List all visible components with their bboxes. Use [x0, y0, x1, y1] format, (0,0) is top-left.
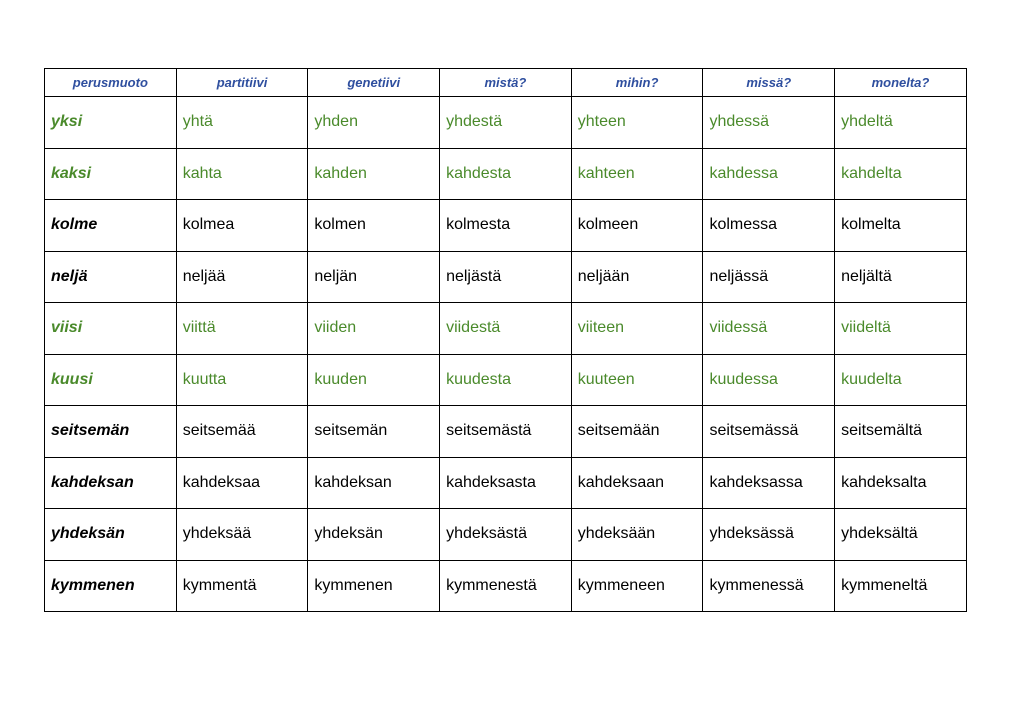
base-form-cell: viisi	[45, 303, 177, 355]
case-form-cell: viiden	[308, 303, 440, 355]
case-form-cell: seitsemässä	[703, 406, 835, 458]
case-form-cell: kymmenestä	[440, 560, 572, 612]
case-form-cell: viidestä	[440, 303, 572, 355]
base-form-cell: seitsemän	[45, 406, 177, 458]
case-form-cell: kahta	[176, 148, 308, 200]
case-form-cell: seitsemän	[308, 406, 440, 458]
case-form-cell: yhteen	[571, 97, 703, 149]
case-form-cell: yhden	[308, 97, 440, 149]
case-form-cell: kolmessa	[703, 200, 835, 252]
case-form-cell: kymmenen	[308, 560, 440, 612]
case-form-cell: kahden	[308, 148, 440, 200]
case-form-cell: neljään	[571, 251, 703, 303]
case-form-cell: yhdeltä	[835, 97, 967, 149]
case-form-cell: kymmenessä	[703, 560, 835, 612]
case-form-cell: kolmea	[176, 200, 308, 252]
case-form-cell: kuuteen	[571, 354, 703, 406]
case-form-cell: kahdeksan	[308, 457, 440, 509]
numeral-case-table	[44, 68, 967, 612]
case-form-cell: kymmentä	[176, 560, 308, 612]
table-row	[45, 148, 967, 200]
case-form-cell: seitsemältä	[835, 406, 967, 458]
case-form-cell: kahdessa	[703, 148, 835, 200]
case-form-cell: kuuden	[308, 354, 440, 406]
base-form-cell: kaksi	[45, 148, 177, 200]
base-form-cell: yksi	[45, 97, 177, 149]
table-row	[45, 354, 967, 406]
case-form-cell: neljän	[308, 251, 440, 303]
column-header: partitiivi	[176, 69, 308, 97]
base-form-cell: neljä	[45, 251, 177, 303]
case-form-cell: kuutta	[176, 354, 308, 406]
column-header: mihin?	[571, 69, 703, 97]
case-form-cell: neljältä	[835, 251, 967, 303]
case-form-cell: yhtä	[176, 97, 308, 149]
case-form-cell: kahdelta	[835, 148, 967, 200]
table-body	[45, 97, 967, 612]
case-form-cell: kolmelta	[835, 200, 967, 252]
case-form-cell: kolmen	[308, 200, 440, 252]
case-form-cell: kuudelta	[835, 354, 967, 406]
case-form-cell: kahdeksassa	[703, 457, 835, 509]
case-form-cell: yhdeksältä	[835, 509, 967, 561]
case-form-cell: kolmesta	[440, 200, 572, 252]
case-form-cell: yhdeksästä	[440, 509, 572, 561]
case-form-cell: seitsemästä	[440, 406, 572, 458]
base-form-cell: kuusi	[45, 354, 177, 406]
case-form-cell: seitsemää	[176, 406, 308, 458]
case-form-cell: yhdeksään	[571, 509, 703, 561]
base-form-cell: kahdeksan	[45, 457, 177, 509]
case-form-cell: viittä	[176, 303, 308, 355]
case-form-cell: yhdeksää	[176, 509, 308, 561]
case-form-cell: kahdeksaa	[176, 457, 308, 509]
case-form-cell: yhdeksässä	[703, 509, 835, 561]
case-form-cell: kymmeneltä	[835, 560, 967, 612]
column-header: mistä?	[440, 69, 572, 97]
table-row	[45, 200, 967, 252]
column-header: genetiivi	[308, 69, 440, 97]
case-form-cell: viiteen	[571, 303, 703, 355]
case-form-cell: viidessä	[703, 303, 835, 355]
table-row	[45, 457, 967, 509]
case-form-cell: kahdeksalta	[835, 457, 967, 509]
case-form-cell: kahteen	[571, 148, 703, 200]
case-form-cell: kahdeksaan	[571, 457, 703, 509]
column-header: monelta?	[835, 69, 967, 97]
case-form-cell: seitsemään	[571, 406, 703, 458]
case-form-cell: kolmeen	[571, 200, 703, 252]
case-form-cell: kahdesta	[440, 148, 572, 200]
case-form-cell: neljässä	[703, 251, 835, 303]
case-form-cell: yhdeksän	[308, 509, 440, 561]
column-header: missä?	[703, 69, 835, 97]
table-row	[45, 251, 967, 303]
case-form-cell: neljää	[176, 251, 308, 303]
table-header-row	[45, 69, 967, 97]
table-row	[45, 303, 967, 355]
base-form-cell: kymmenen	[45, 560, 177, 612]
case-form-cell: viideltä	[835, 303, 967, 355]
case-form-cell: yhdessä	[703, 97, 835, 149]
case-form-cell: neljästä	[440, 251, 572, 303]
base-form-cell: yhdeksän	[45, 509, 177, 561]
table-row	[45, 560, 967, 612]
case-form-cell: kuudessa	[703, 354, 835, 406]
case-form-cell: yhdestä	[440, 97, 572, 149]
case-form-cell: kymmeneen	[571, 560, 703, 612]
column-header: perusmuoto	[45, 69, 177, 97]
case-form-cell: kahdeksasta	[440, 457, 572, 509]
case-form-cell: kuudesta	[440, 354, 572, 406]
table-row	[45, 509, 967, 561]
base-form-cell: kolme	[45, 200, 177, 252]
table-row	[45, 406, 967, 458]
table-row	[45, 97, 967, 149]
